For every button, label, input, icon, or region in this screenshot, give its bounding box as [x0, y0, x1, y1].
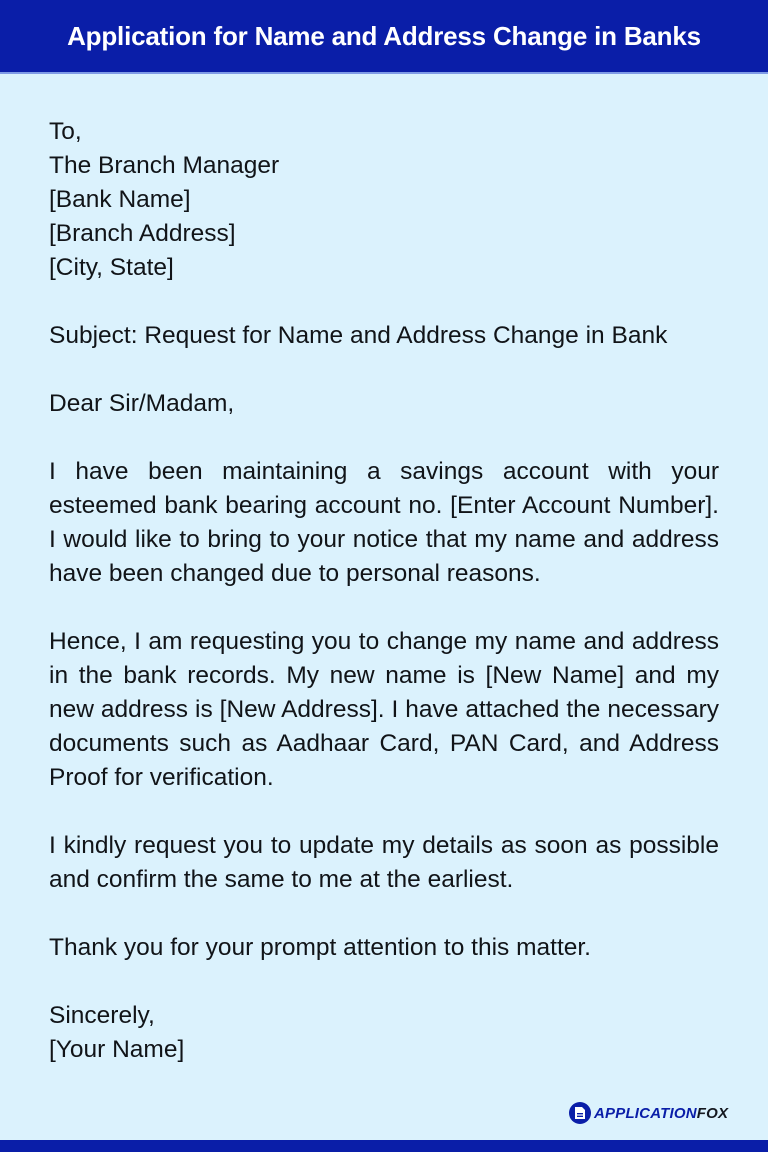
subject-line: Subject: Request for Name and Address Change in Bank	[49, 322, 668, 349]
recipient-line: [Bank Name]	[49, 186, 191, 213]
page-title: Application for Name and Address Change in Banks	[67, 20, 701, 51]
signature: [Your Name]	[49, 1036, 185, 1063]
applicationfox-logo	[569, 1102, 728, 1124]
recipient-block	[49, 115, 719, 285]
recipient-line: [City, State]	[49, 254, 174, 281]
page-header	[0, 0, 768, 74]
document-icon	[569, 1102, 591, 1124]
body-paragraph: I kindly request you to update my details as soon as possible and confirm the same to me at the earliest.	[49, 832, 719, 893]
recipient-line: To,	[49, 118, 82, 145]
salutation: Dear Sir/Madam,	[49, 390, 235, 417]
recipient-line: [Branch Address]	[49, 220, 236, 247]
recipient-line: The Branch Manager	[49, 152, 280, 179]
closing: Sincerely,	[49, 1002, 155, 1029]
body-paragraph: Hence, I am requesting you to change my name and address in the bank records. My new name is [New Name] and my new address is [New Address]. I have attached the necessary documents such as Aadhaar Card, PAN Card, and Address Proof for verification.	[49, 628, 719, 791]
body-paragraph: Thank you for your prompt attention to this matter.	[49, 934, 591, 961]
body-paragraph: I have been maintaining a savings account with your esteemed bank bearing account no. [Enter Account Number]. I would like to bring to your notice that my name and address have been changed due to personal reasons.	[49, 458, 719, 587]
footer-bar	[0, 1140, 768, 1152]
logo-wordmark: APPLICATIONFOX	[594, 1104, 729, 1122]
letter-body	[49, 115, 719, 1067]
